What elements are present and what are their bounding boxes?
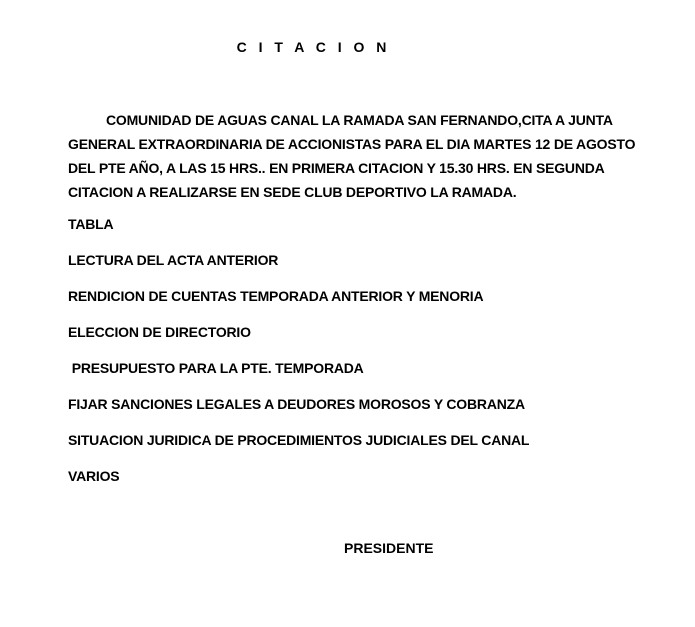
agenda-item: FIJAR SANCIONES LEGALES A DEUDORES MOROSOS Y COBRANZA: [68, 396, 525, 412]
agenda-item: SITUACION JURIDICA DE PROCEDIMIENTOS JUDICIALES DEL CANAL: [68, 432, 530, 448]
document-title: C I T A C I O N: [236, 39, 391, 55]
agenda-heading: TABLA: [68, 216, 114, 232]
agenda-item: LECTURA DEL ACTA ANTERIOR: [68, 252, 279, 268]
body-paragraph: COMUNIDAD DE AGUAS CANAL LA RAMADA SAN FERNANDO,CITA A JUNTA GENERAL EXTRAORDINARIA DE ACCIONISTAS PARA EL DIA MARTES 12 DE AGOSTO DEL PTE AÑO, A LAS 15 HRS.. EN PRIMERA CITACION Y 15.30 HRS. EN SEGUNDA CITACION A REALIZARSE EN SEDE CLUB DEPORTIVO LA RAMADA.: [68, 112, 636, 200]
agenda-item: RENDICION DE CUENTAS TEMPORADA ANTERIOR Y MENORIA: [68, 288, 484, 304]
signature-label: PRESIDENTE: [344, 540, 434, 556]
agenda-item: PRESUPUESTO PARA LA PTE. TEMPORADA: [68, 360, 364, 376]
agenda-item: VARIOS: [68, 468, 120, 484]
agenda-item: ELECCION DE DIRECTORIO: [68, 324, 251, 340]
